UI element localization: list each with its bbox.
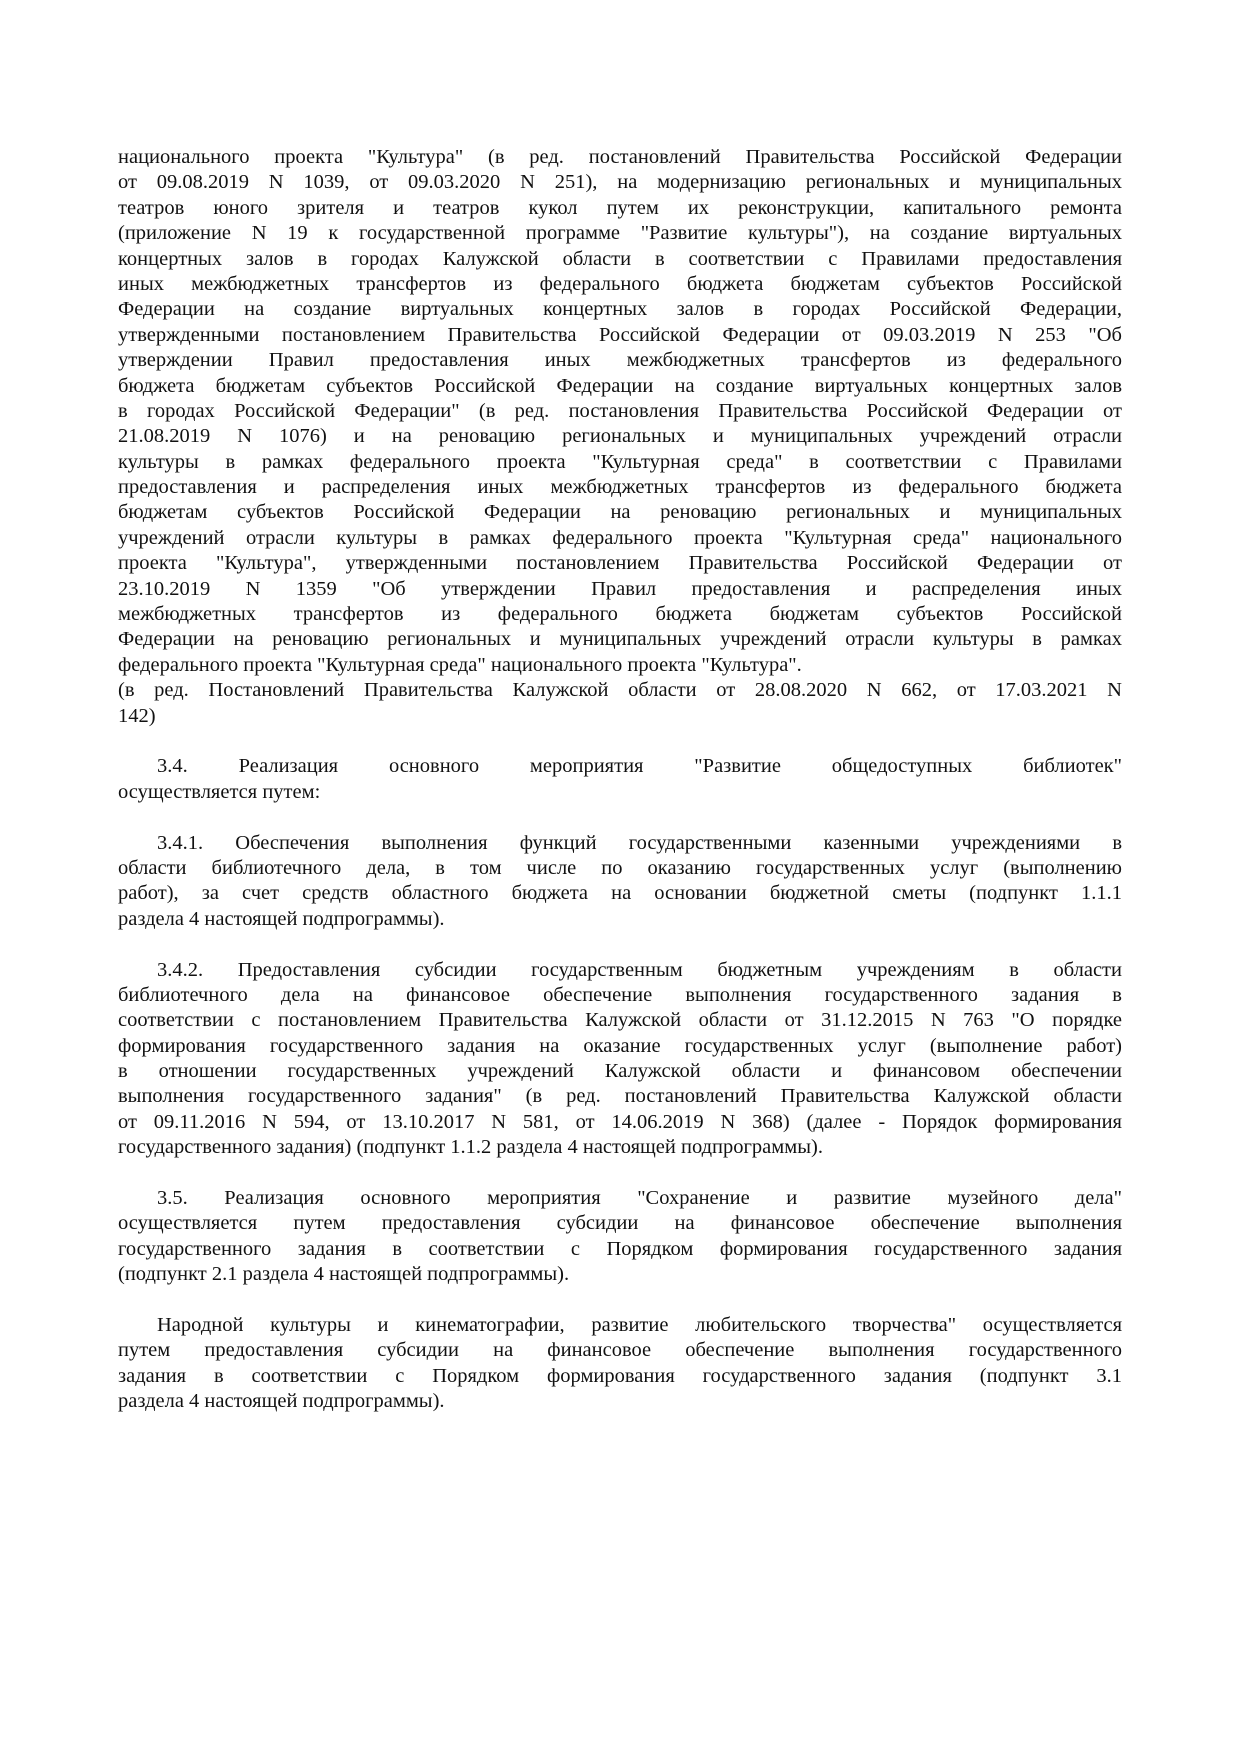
paragraph-3-4-2 — [118, 958, 1122, 1161]
text-line: формирования государственного задания на оказание государственных услуг (выполнение работ) — [118, 1034, 1122, 1057]
text-line: (в ред. Постановлений Правительства Калужской области от 28.08.2020 N 662, от 17.03.2021 N — [118, 679, 1122, 702]
text-line: выполнения государственного задания" (в ред. постановлений Правительства Калужской области — [118, 1085, 1122, 1108]
text-line: от 09.11.2016 N 594, от 13.10.2017 N 581, от 14.06.2019 N 368) (далее - Порядок формирования — [118, 1110, 1122, 1133]
text-line: бюджета бюджетам субъектов Российской Федерации на создание виртуальных концертных залов — [118, 374, 1122, 397]
text-line: 21.08.2019 N 1076) и на реновацию региональных и муниципальных учреждений отрасли — [118, 425, 1122, 448]
text-line: предоставления и распределения иных межбюджетных трансфертов из федерального бюджета — [118, 476, 1122, 499]
text-line: 3.4.2. Предоставления субсидии государственным бюджетным учреждениям в области — [157, 958, 1122, 981]
text-line: проекта "Культура", утвержденными постановлением Правительства Российской Федерации от — [118, 552, 1122, 575]
text-line: Федерации на создание виртуальных концертных залов в городах Российской Федерации, — [118, 298, 1122, 321]
paragraph-continuation — [118, 145, 1122, 678]
text-line: путем предоставления субсидии на финансовое обеспечение выполнения государственного — [118, 1339, 1122, 1362]
text-line: 142) — [118, 704, 156, 727]
text-line: осуществляется путем предоставления субсидии на финансовое обеспечение выполнения — [118, 1212, 1122, 1235]
text-line: иных межбюджетных трансфертов из федерального бюджета бюджетам субъектов Российской — [118, 272, 1122, 295]
text-line: в городах Российской Федерации" (в ред. постановления Правительства Российской Федерации от — [118, 399, 1122, 422]
text-line: Народной культуры и кинематографии, развитие любительского творчества" осуществляется — [157, 1313, 1122, 1336]
text-line: бюджетам субъектов Российской Федерации на реновацию региональных и муниципальных — [118, 501, 1122, 524]
text-line: утверждении Правил предоставления иных межбюджетных трансфертов из федерального — [118, 349, 1122, 372]
text-line: 3.4.1. Обеспечения выполнения функций государственными казенными учреждениями в — [157, 831, 1122, 854]
text-line: национального проекта "Культура" (в ред. постановлений Правительства Российской Федерации — [118, 146, 1122, 168]
text-line: в отношении государственных учреждений Калужской области и финансовом обеспечении — [118, 1060, 1122, 1083]
text-line: 3.4. Реализация основного мероприятия "Развитие общедоступных библиотек" — [157, 755, 1122, 778]
text-line: от 09.08.2019 N 1039, от 09.03.2020 N 251), на модернизацию региональных и муниципальных — [118, 171, 1122, 194]
text-line: соответствии с постановлением Правительства Калужской области от 31.12.2015 N 763 "О порядке — [118, 1009, 1122, 1032]
text-line: государственного задания) (подпункт 1.1.2 раздела 4 настоящей подпрограммы). — [118, 1136, 823, 1159]
text-line: межбюджетных трансфертов из федерального бюджета бюджетам субъектов Российской — [118, 603, 1122, 626]
text-line: учреждений отрасли культуры в рамках федерального проекта "Культурная среда" национального — [118, 526, 1122, 549]
document-page — [118, 145, 1122, 1415]
text-line: осуществляется путем: — [118, 780, 321, 803]
paragraph-folk-culture — [118, 1313, 1122, 1415]
paragraph-amendment-note — [118, 678, 1122, 729]
text-line: концертных залов в городах Калужской области в соответствии с Правилами предоставления — [118, 247, 1122, 270]
text-line: раздела 4 настоящей подпрограммы). — [118, 1390, 445, 1413]
text-line: области библиотечного дела, в том числе по оказанию государственных услуг (выполнению — [118, 856, 1122, 879]
text-line: государственного задания в соответствии с Порядком формирования государственного задания — [118, 1237, 1122, 1260]
text-line: федерального проекта "Культурная среда" национального проекта "Культура". — [118, 653, 802, 676]
text-line: театров юного зрителя и театров кукол путем их реконструкции, капитального ремонта — [118, 196, 1122, 219]
text-line: 3.5. Реализация основного мероприятия "Сохранение и развитие музейного дела" — [157, 1187, 1122, 1210]
text-line: 23.10.2019 N 1359 "Об утверждении Правил предоставления и распределения иных — [118, 577, 1122, 600]
text-line: раздела 4 настоящей подпрограммы). — [118, 907, 445, 930]
paragraph-3-4 — [118, 754, 1122, 805]
text-line: библиотечного дела на финансовое обеспечение выполнения государственного задания в — [118, 983, 1122, 1006]
text-line: (подпункт 2.1 раздела 4 настоящей подпрограммы). — [118, 1263, 570, 1286]
paragraph-3-4-1 — [118, 831, 1122, 933]
text-line: культуры в рамках федерального проекта "Культурная среда" в соответствии с Правилами — [118, 450, 1122, 473]
text-line: работ), за счет средств областного бюджета на основании бюджетной сметы (подпункт 1.1.1 — [118, 882, 1122, 905]
text-line: утвержденными постановлением Правительства Российской Федерации от 09.03.2019 N 253 "Об — [118, 323, 1122, 346]
text-line: (приложение N 19 к государственной программе "Развитие культуры"), на создание виртуальных — [118, 222, 1122, 245]
paragraph-3-5 — [118, 1186, 1122, 1288]
text-line: Федерации на реновацию региональных и муниципальных учреждений отрасли культуры в рамках — [118, 628, 1122, 651]
text-line: задания в соответствии с Порядком формирования государственного задания (подпункт 3.1 — [118, 1364, 1122, 1387]
